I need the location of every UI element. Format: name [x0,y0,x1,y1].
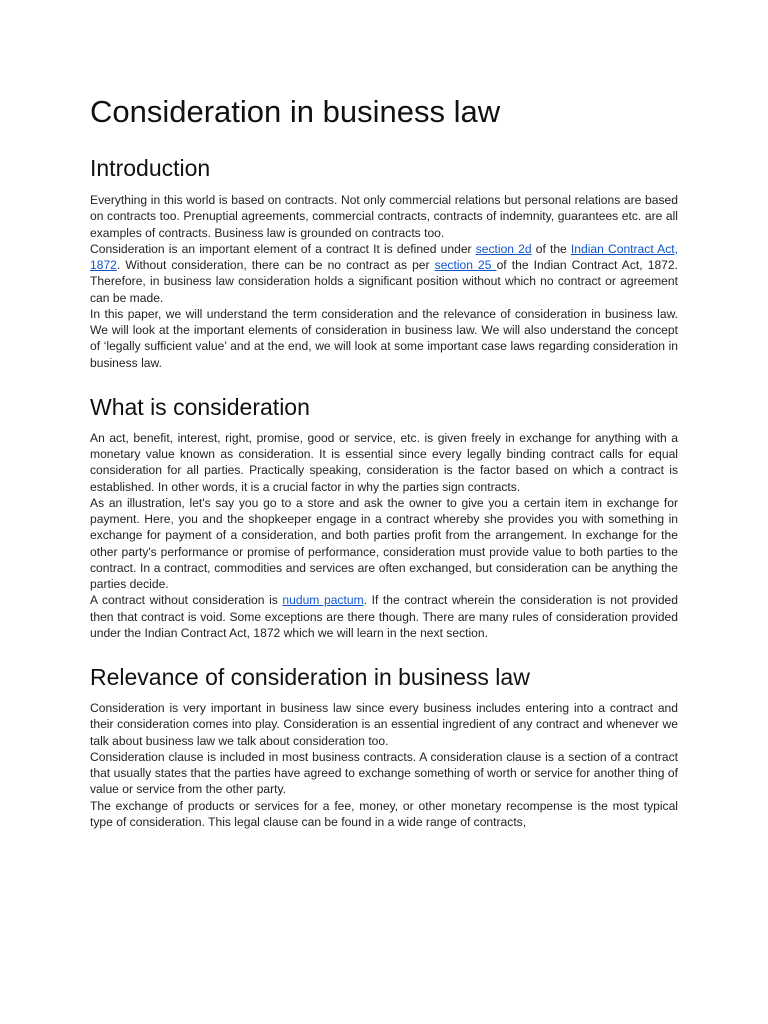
paragraph-text: In this paper, we will understand the term consideration and the relevance of consideration in business law. We will look at the important elements of consideration in business law. We will also understand the concept of ‘legally sufficient value’ and at the end, we will look at some important case laws regarding consideration in business law. [90,306,678,370]
section-heading: What is consideration [90,393,310,420]
paragraph-text: . Without consideration, there can be no contract as per [116,258,435,272]
paragraph-text: Consideration clause is included in most business contracts. A consideration clause is a section of a contract that usually states that the parties have agreed to exchange something of worth or service for another thing of value or service from the other party. [90,749,678,797]
paragraph [90,192,678,241]
inline-link[interactable]: section 25 [434,258,497,272]
paragraph [90,592,678,641]
paragraph [90,798,678,831]
paragraph [90,749,678,798]
paragraph-text: Consideration is an important element of a contract It is defined under [90,241,476,256]
paragraph-text: An act, benefit, interest, right, promise, good or service, etc. is given freely in exchange for anything with a monetary value known as consideration. It is essential since every legally binding contract calls for equal consideration for all parties. Practically speaking, consideration is the factor based on which a contract is established. In other words, it is a crucial factor in why the parties sign contracts. [90,430,678,494]
paragraph-text: Everything in this world is based on contracts. Not only commercial relations but personal relations are based on contracts too. Prenuptial agreements, commercial contracts, contracts of indemnity, guarantees etc. are all examples of contracts. Business law is grounded on contracts too. [90,193,678,240]
paragraph-text: of the Indian Contract Act, 1872. Therefore, in business law consideration holds a significant position without which no contract or agreement can be made. [90,258,678,305]
paragraph-text: As an illustration, let's say you go to a store and ask the owner to give you a certain item in exchange for payment. Here, you and the shopkeeper engage in a contract whereby she provides you with something in exchange for payment of a consideration, and both parties profit from the arrangement. In exchange for the other party's performance or promise of performance, consideration must provide value to both parties to the contract. In a contract, commodities and services are often exchanged, but consideration can be anything the parties decide. [90,495,678,591]
section-body [90,192,678,371]
paragraph [90,241,678,306]
section-relevance [90,662,678,830]
section-heading: Relevance of consideration in business law [90,664,530,690]
document-title: Consideration in business law [90,94,501,129]
section-what-is-consideration [90,392,678,641]
paragraph-text: Consideration is very important in business law since every business includes entering into a contract and their consideration comes into play. Consideration is an essential ingredient of any contract and whenever we talk about business law we talk about consideration too. [90,701,678,748]
paragraph [90,495,678,593]
inline-link[interactable]: Indian Contract Act, 1872 [90,241,678,272]
section-body [90,430,678,641]
section-heading: Introduction [90,155,211,181]
inline-link[interactable]: nudum pactum [282,593,364,608]
paragraph [90,306,678,371]
inline-link[interactable]: section 2d [475,241,532,256]
paragraph-text: A contract without consideration is [90,593,283,608]
section-body [90,700,678,830]
paragraph-text: The exchange of products or services for a fee, money, or other monetary recompense is the most typical type of consideration. This legal clause can be found in a wide range of contracts, [90,798,678,829]
paragraph [90,700,678,749]
section-introduction [90,153,678,371]
paragraph [90,430,678,495]
paragraph-text: . If the contract wherein the consideration is not provided then that contract is void. Some exceptions are there though. There are many rules of consideration provided under the Indian Contract Act, 1872 which we will learn in the next section. [90,593,678,640]
paragraph-text: of the [531,241,571,256]
